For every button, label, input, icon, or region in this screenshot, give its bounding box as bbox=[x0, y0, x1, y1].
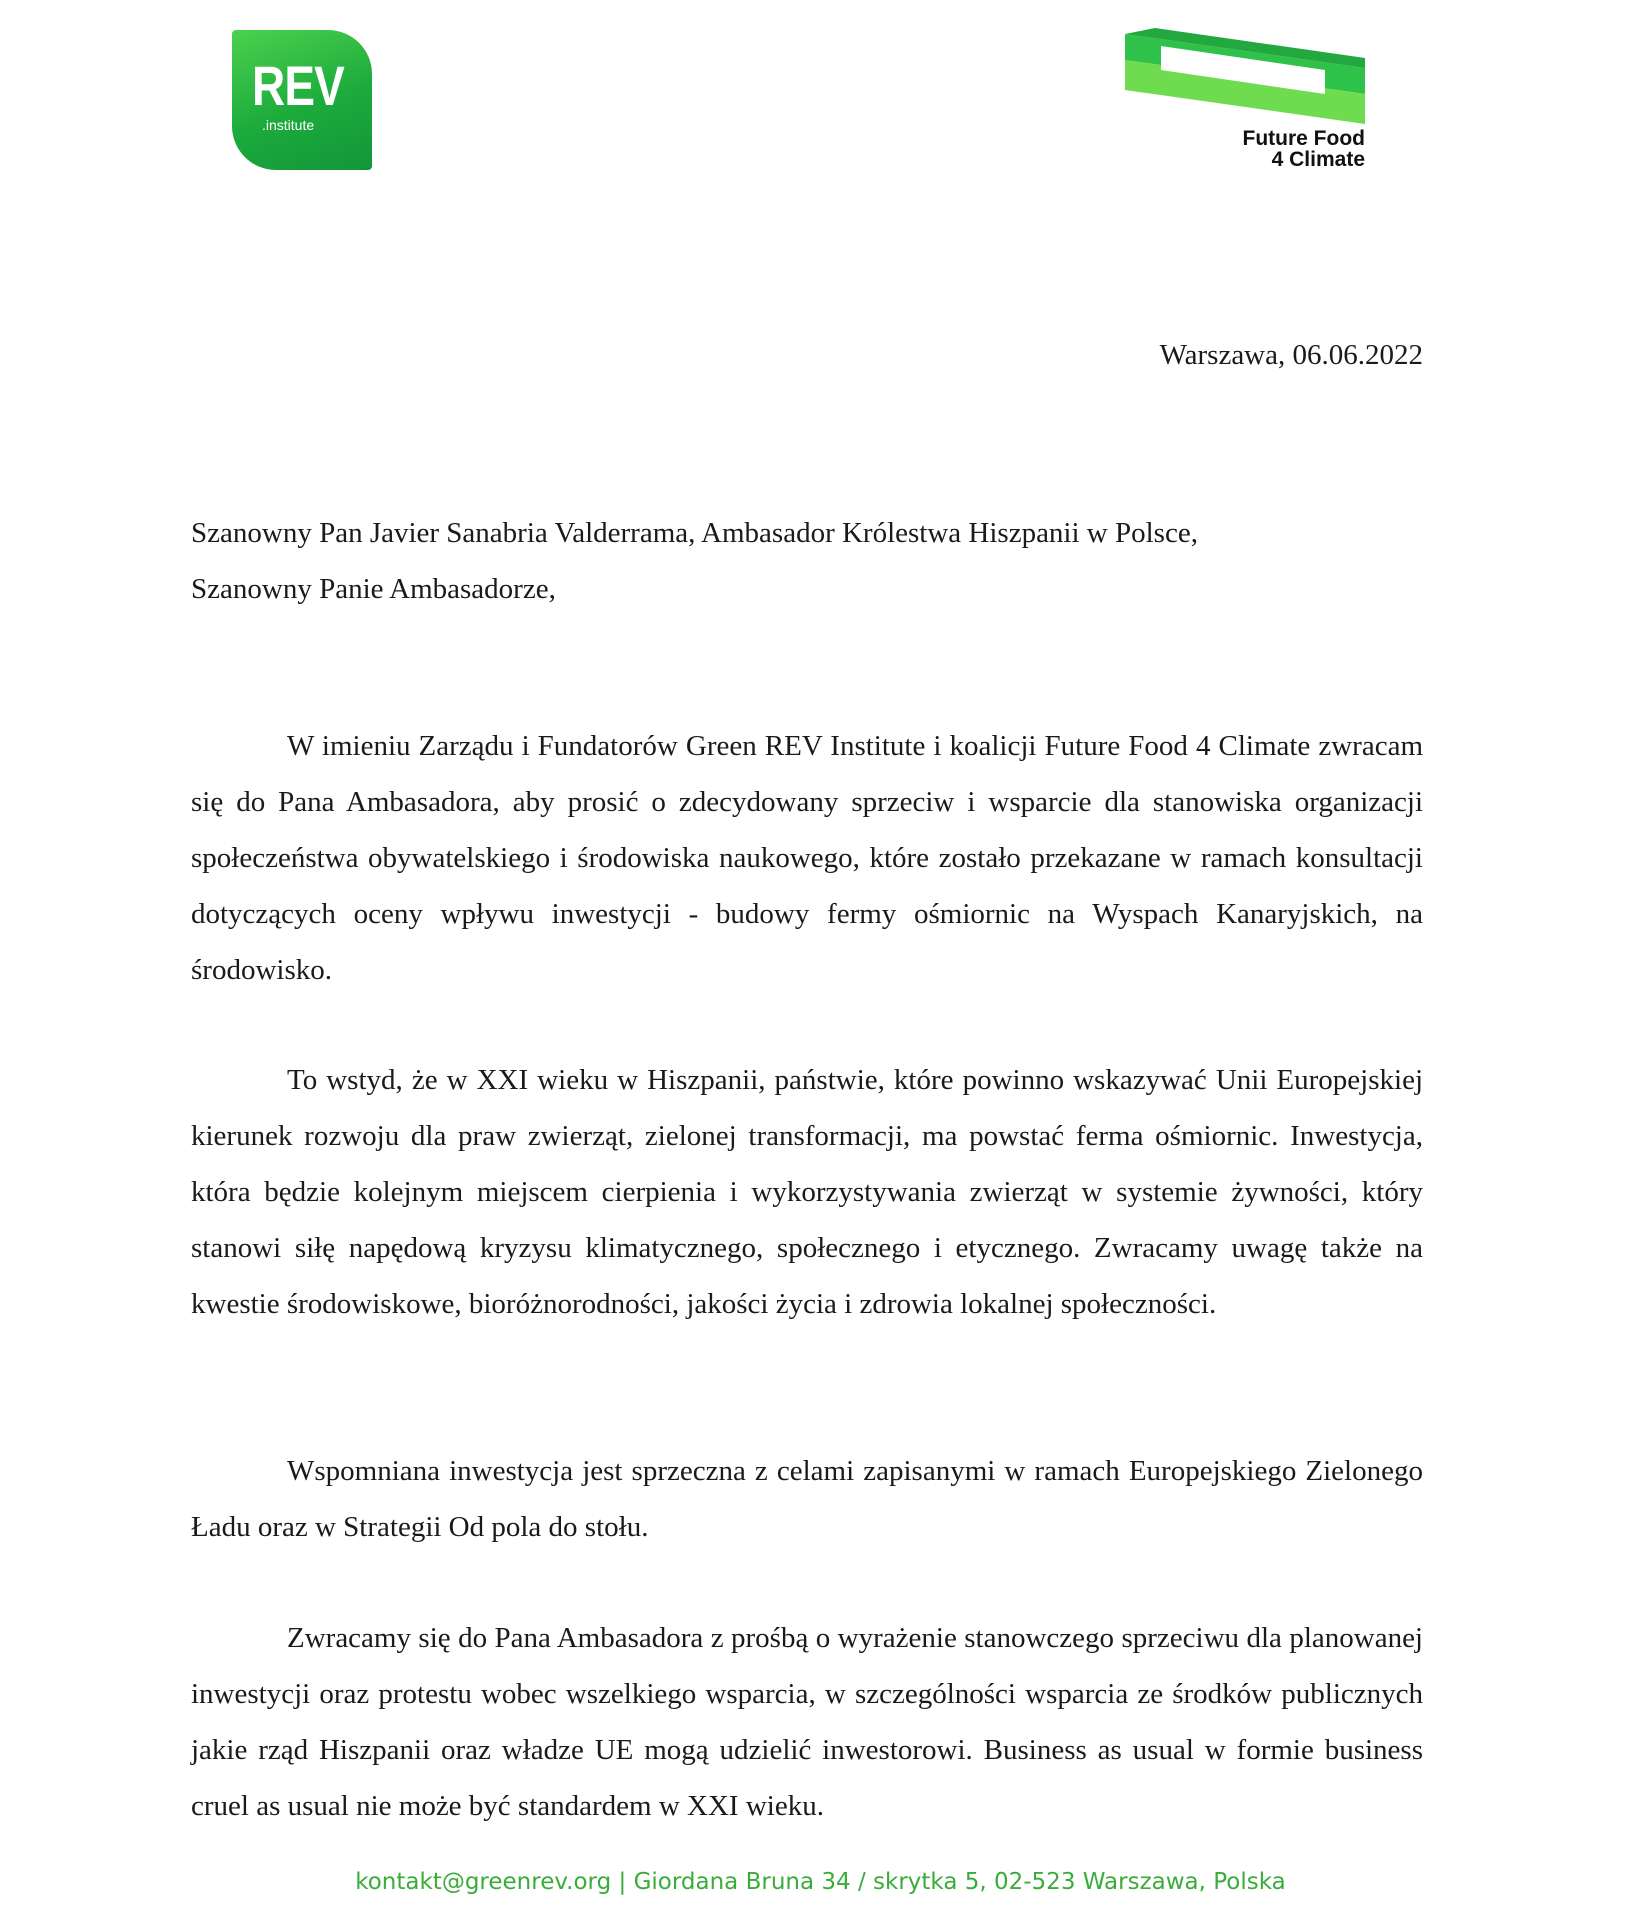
letter-recipient: Szanowny Pan Javier Sanabria Valderrama, Ambasador Królestwa Hiszpanii w Polsce, bbox=[191, 517, 1198, 549]
ff-logo-line-1: Future Food bbox=[1242, 127, 1365, 150]
ff-logo-line-2: 4 Climate bbox=[1271, 148, 1365, 171]
ff-logo-mark-icon bbox=[1125, 28, 1365, 128]
letter-paragraph-4: Zwracamy się do Pana Ambasadora z prośbą o wyrażenie stanowczego sprzeciwu dla planowanej inwestycji oraz protestu wobec wszelkiego wsparcia, w szczególności wsparcia ze środków publicznych jakie rząd Hiszpanii oraz władze UE mogą udzielić inwestorowi. Business as usual w formie business cruel as usual nie może być standardem w XXI wieku. bbox=[191, 1622, 1423, 1822]
letter-date: Warszawa, 06.06.2022 bbox=[1159, 339, 1423, 371]
letter-address-block bbox=[191, 505, 1431, 617]
future-food-4-climate-logo bbox=[1125, 28, 1365, 178]
rev-logo-text: REV bbox=[252, 54, 344, 117]
page-footer-contact: kontakt@greenrev.org | Giordana Bruna 34 / skrytka 5, 02-523 Warszawa, Polska bbox=[355, 1869, 1286, 1895]
letter-salutation: Szanowny Panie Ambasadorze, bbox=[191, 573, 556, 605]
letter-paragraph-1: W imieniu Zarządu i Fundatorów Green REV Institute i koalicji Future Food 4 Climate zwracam się do Pana Ambasadora, aby prosić o zdecydowany sprzeciw i wsparcie dla stanowiska organizacji społeczeństwa obywatelskiego i środowiska naukowego, które zostało przekazane w ramach konsultacji dotyczących oceny wpływu inwestycji - budowy fermy ośmiornic na Wyspach Kanaryjskich, na środowisko. bbox=[191, 730, 1423, 986]
letter-paragraph-2: To wstyd, że w XXI wieku w Hiszpanii, państwie, które powinno wskazywać Unii Europejskiej kierunek rozwoju dla praw zwierząt, zielonej transformacji, ma powstać ferma ośmiornic. Inwestycja, która będzie kolejnym miejscem cierpienia i wykorzystywania zwierząt w systemie żywności, który stanowi siłę napędową kryzysu klimatycznego, społecznego i etycznego. Zwracamy uwagę także na kwestie środowiskowe, bioróżnorodności, jakości życia i zdrowia lokalnej społeczności. bbox=[191, 1064, 1423, 1320]
rev-logo-subtext: .institute bbox=[262, 117, 315, 133]
rev-institute-logo bbox=[232, 30, 372, 170]
ff-logo-text bbox=[1243, 128, 1365, 170]
letter-paragraph-3: Wspomniana inwestycja jest sprzeczna z celami zapisanymi w ramach Europejskiego Zielonego Ładu oraz w Strategii Od pola do stołu. bbox=[191, 1455, 1423, 1543]
